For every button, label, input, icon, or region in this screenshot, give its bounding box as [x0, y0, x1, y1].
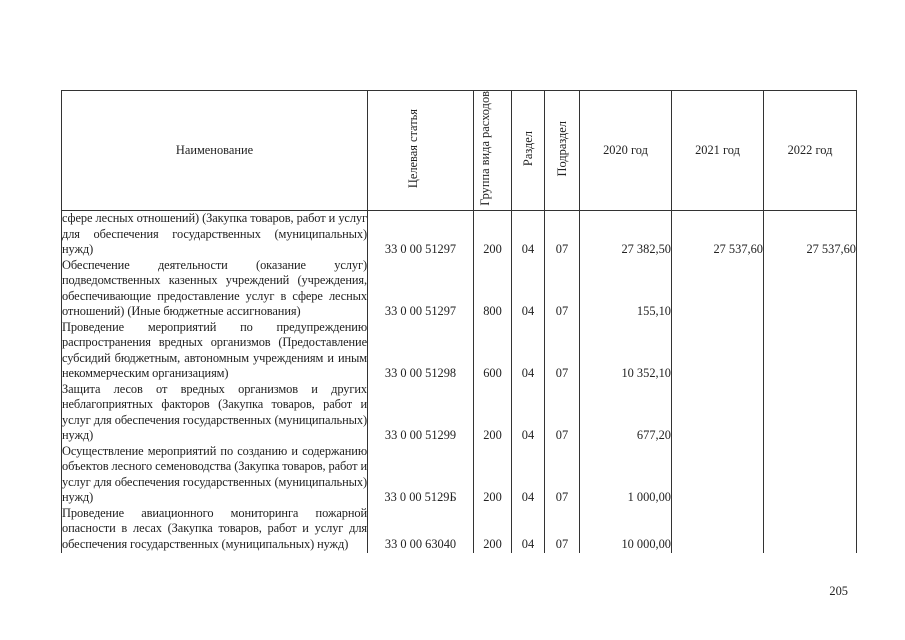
cell-year-2021 [672, 320, 764, 382]
cell-name: Проведение авиационного мониторинга пожарной опасности в лесах (Закупка товаров, работ и услуг для обеспечения государственных (муниципальных) нужд) [62, 506, 368, 554]
cell-expense-group: 200 [474, 382, 512, 444]
header-year-2022: 2022 год [764, 91, 857, 211]
cell-subsection: 07 [545, 444, 580, 506]
cell-year-2020: 677,20 [580, 382, 672, 444]
cell-section: 04 [512, 506, 545, 554]
cell-year-2022 [764, 258, 857, 320]
table-row [62, 320, 857, 382]
cell-expense-group: 200 [474, 506, 512, 554]
cell-name: сфере лесных отношений) (Закупка товаров, работ и услуг для обеспечения государственных (муниципальных) нужд) [62, 211, 367, 257]
cell-target-article: 33 0 00 51299 [368, 382, 474, 444]
table-row [62, 382, 857, 444]
page-number: 205 [829, 584, 848, 598]
header-year-2020: 2020 год [580, 91, 672, 211]
cell-section: 04 [512, 320, 545, 382]
header-name: Наименование [62, 91, 368, 211]
cell-year-2022 [764, 506, 857, 554]
cell-section: 04 [512, 211, 545, 258]
header-subsection: Подраздел [545, 91, 580, 211]
cell-expense-group: 800 [474, 258, 512, 320]
header-section: Раздел [512, 91, 545, 211]
cell-name: Обеспечение деятельности (оказание услуг) подведомственных казенных учреждений (учреждения, обеспечивающие предоставление услуг в сфере лесных отношений) (Иные бюджетные ассигнования) [62, 257, 367, 319]
cell-name: Осуществление мероприятий по созданию и содержанию объектов лесного семеноводства (Закупка товаров, работ и услуг для обеспечения государственных (муниципальных) нужд) [62, 443, 367, 505]
cell-year-2021 [672, 258, 764, 320]
cell-year-2020: 1 000,00 [580, 444, 672, 506]
cell-subsection: 07 [545, 506, 580, 554]
cell-target-article: 33 0 00 51297 [368, 211, 474, 258]
cell-year-2022 [764, 382, 857, 444]
cell-subsection: 07 [545, 211, 580, 258]
table-row [62, 506, 857, 554]
cell-year-2021 [672, 382, 764, 444]
cell-expense-group: 200 [474, 211, 512, 258]
cell-year-2021 [672, 506, 764, 554]
cell-section: 04 [512, 382, 545, 444]
header-expense-group: Группа вида расходов [474, 91, 512, 211]
cell-expense-group: 200 [474, 444, 512, 506]
cell-year-2020: 10 000,00 [580, 506, 672, 554]
header-year-2021: 2021 год [672, 91, 764, 211]
budget-table [61, 90, 857, 553]
table-row [62, 258, 857, 320]
cell-year-2020: 27 382,50 [580, 211, 672, 258]
header-target-article: Целевая статья [368, 91, 474, 211]
cell-year-2021 [672, 444, 764, 506]
table-row [62, 444, 857, 506]
cell-name: Проведение мероприятий по предупреждению распространения вредных организмов (Предоставление субсидий бюджетным, автономным учреждениям и иным некоммерческим организациям) [62, 319, 367, 381]
cell-target-article: 33 0 00 5129Б [368, 444, 474, 506]
cell-target-article: 33 0 00 63040 [368, 506, 474, 554]
cell-target-article: 33 0 00 51297 [368, 258, 474, 320]
cell-year-2022 [764, 320, 857, 382]
cell-year-2022 [764, 444, 857, 506]
cell-year-2022: 27 537,60 [764, 211, 857, 258]
cell-expense-group: 600 [474, 320, 512, 382]
table-row [62, 211, 857, 258]
cell-year-2020: 155,10 [580, 258, 672, 320]
header-row [62, 91, 857, 211]
cell-year-2020: 10 352,10 [580, 320, 672, 382]
cell-section: 04 [512, 258, 545, 320]
cell-subsection: 07 [545, 258, 580, 320]
cell-subsection: 07 [545, 382, 580, 444]
cell-target-article: 33 0 00 51298 [368, 320, 474, 382]
cell-name: Защита лесов от вредных организмов и других неблагоприятных факторов (Закупка товаров, работ и услуг для обеспечения государственных (муниципальных) нужд) [62, 381, 367, 443]
cell-subsection: 07 [545, 320, 580, 382]
cell-year-2021: 27 537,60 [672, 211, 764, 258]
cell-section: 04 [512, 444, 545, 506]
